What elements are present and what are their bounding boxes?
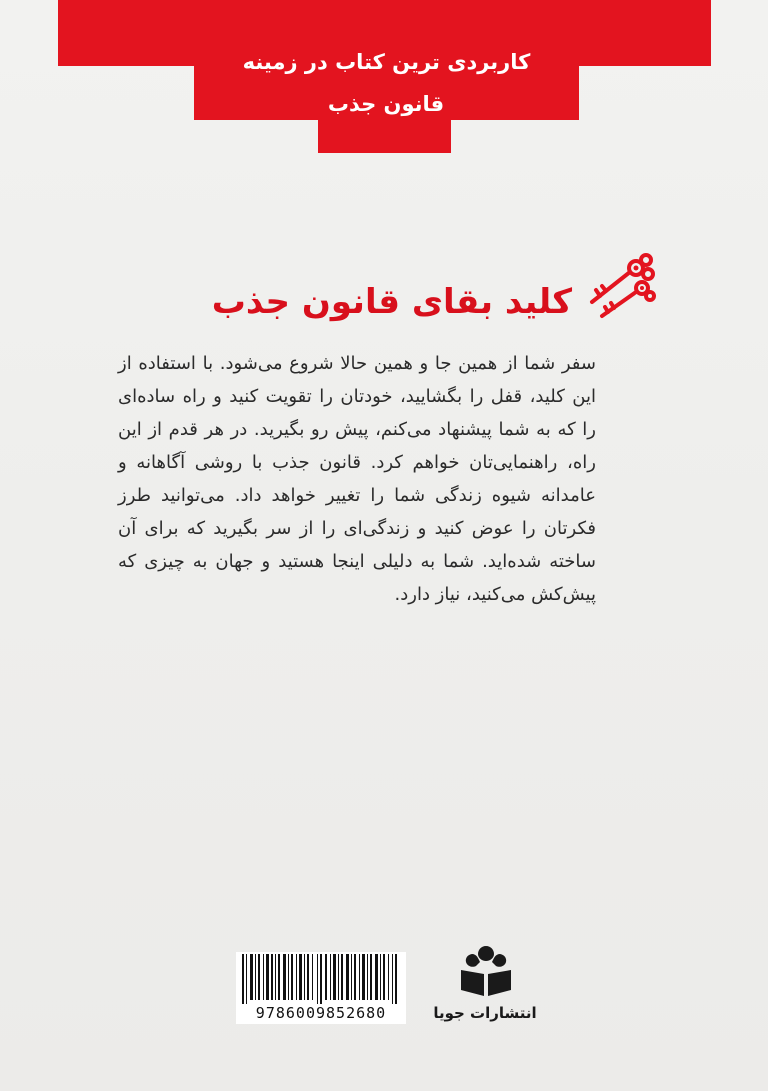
banner-tagline: کاربردی ترین کتاب در زمینه bbox=[242, 50, 531, 74]
publisher-name: انتشارات جویا bbox=[433, 1004, 537, 1022]
book-logo-icon bbox=[453, 940, 519, 1000]
isbn-barcode bbox=[236, 952, 406, 1024]
book-title-heading: کلید بقای قانون جذب bbox=[211, 282, 572, 322]
keys-icon bbox=[578, 246, 660, 330]
barcode-bars bbox=[242, 954, 400, 1004]
isbn-number: 9786009852680 bbox=[255, 1004, 387, 1022]
banner-subject: قانون جذب bbox=[327, 92, 445, 116]
red-banner-bottom bbox=[318, 120, 451, 153]
book-description: سفر شما از همین جا و همین حالا شروع می‌شود. با استفاده از این کلید، قفل را بگشایید، خودتان را تقویت کنید و راه ساده‌ای را که به شما پیشنهاد می‌کنم، پیش رو بگیرید. در هر قدم از این راه، راهنمایی‌تان خواهم کرد. قانون جذب با روشی آگاهانه و عامدانه شیوه زندگی شما را تغییر خواهد داد. می‌توانید طرز فکرتان را عوض کنید و زندگی‌ای را از سر بگیرید که برای آن ساخته شده‌اید. شما به دلیلی اینجا هستید و جهان به چیزی که پیش‌کش می‌کنید، نیاز دارد. bbox=[118, 353, 596, 605]
